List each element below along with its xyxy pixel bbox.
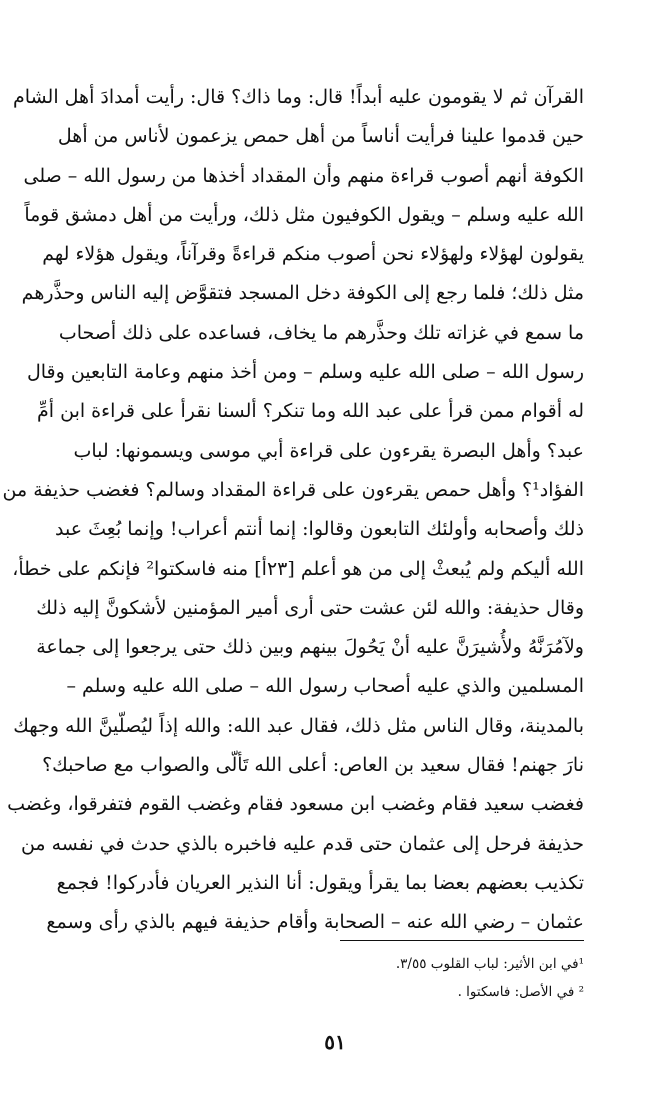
text-line: الكوفة أنهم أصوب قراءة منهم وأن المقداد أخذها من رسول الله – صلى bbox=[23, 164, 584, 187]
text-line: الله أليكم ولم يُبعثْ إلى من هو أعلم [٢٣أ] منه فاسكتوا² فإنكم على خطأ، bbox=[12, 557, 584, 580]
text-line: مثل ذلك؛ فلما رجع إلى الكوفة دخل المسجد فتقوَّض إليه الناس وحذَّرهم bbox=[21, 282, 584, 305]
text-line: الله عليه وسلم – ويقول الكوفيون مثل ذلك، ورأيت من أهل دمشق قوماً bbox=[24, 203, 584, 226]
text-line: المسلمين والذي عليه أصحاب رسول الله – صلى الله عليه وسلم – bbox=[66, 675, 584, 698]
text-line: بالمدينة، وقال الناس مثل ذلك، فقال عبد الله: والله إذاً ليُصلّينَّ الله وجهك bbox=[13, 714, 584, 737]
footnote-1: ¹في ابن الأثير: لباب القلوب ٣/٥٥. bbox=[395, 956, 584, 972]
text-line: الفؤاد¹؟ وأهل حمص يقرءون على قراءة المقداد وسالم؟ فغضب حذيفة من bbox=[2, 478, 584, 501]
text-line: تكذيب بعضهم بعضا بما يقرأ ويقول: أنا النذير العريان فأدركوا! فجمع bbox=[56, 871, 584, 894]
text-line: له أقوام ممن قرأ على عبد الله وما تنكر؟ ألسنا نقرأ على قراءة ابن أمِّ bbox=[37, 400, 584, 423]
text-line: عبد؟ وأهل البصرة يقرءون على قراءة أبي موسى ويسمونها: لباب bbox=[73, 439, 584, 462]
footnote-divider bbox=[340, 940, 584, 941]
text-line: ولآمُرَنَّهُ ولأُشيرَنَّ عليه أنْ يَحُولَ بينهم وبين ذلك حتى يرجعوا إلى جماعة bbox=[36, 636, 584, 659]
text-line: ذلك وأصحابه وأولئك التابعون وقالوا: إنما أنتم أعراب! وإنما بُعِثَ عبد bbox=[55, 518, 584, 541]
text-line: القرآن ثم لا يقومون عليه أبداً! قال: وما ذاك؟ قال: رأيت أمدادَ أهل الشام bbox=[13, 86, 584, 108]
text-line: فغضب سعيد فقام وغضب ابن مسعود فقام وغضب القوم فتفرقوا، وغضب bbox=[7, 793, 584, 816]
footnotes bbox=[78, 950, 584, 1006]
text-line: عثمان – رضي الله عنه – الصحابة وأقام حذيفة فيهم بالذي رأى وسمع bbox=[46, 911, 584, 934]
text-line: ما سمع في غزاته تلك وحذَّرهم ما يخاف، فساعده على ذلك أصحاب bbox=[58, 321, 584, 344]
text-line: حين قدموا علينا فرأيت أناساً من أهل حمص يزعمون لأناس من أهل bbox=[57, 125, 584, 148]
text-line: وقال حذيفة: والله لئن عشت حتى أرى أمير المؤمنين لأشكونَّ إليه ذلك bbox=[36, 596, 584, 619]
text-line: رسول الله – صلى الله عليه وسلم – ومن أخذ منهم وعامة التابعين وقال bbox=[26, 361, 584, 384]
body-text bbox=[2, 78, 584, 943]
text-line: يقولون لهؤلاء ولهؤلاء نحن أصوب منكم قراءةً وقرآناً، ويقول هؤلاء لهم bbox=[42, 243, 584, 266]
text-line: حذيفة فرحل إلى عثمان حتى قدم عليه فاخبره بالذي حدث في نفسه من bbox=[20, 832, 584, 855]
text-line: نارَ جهنم! فقال سعيد بن العاص: أعلى الله تَألّى والصواب مع صاحبك؟ bbox=[42, 754, 584, 777]
page-number: ٥١ bbox=[324, 1030, 346, 1054]
footnote-2: ² في الأصل: فاسكتوا . bbox=[457, 984, 584, 1000]
